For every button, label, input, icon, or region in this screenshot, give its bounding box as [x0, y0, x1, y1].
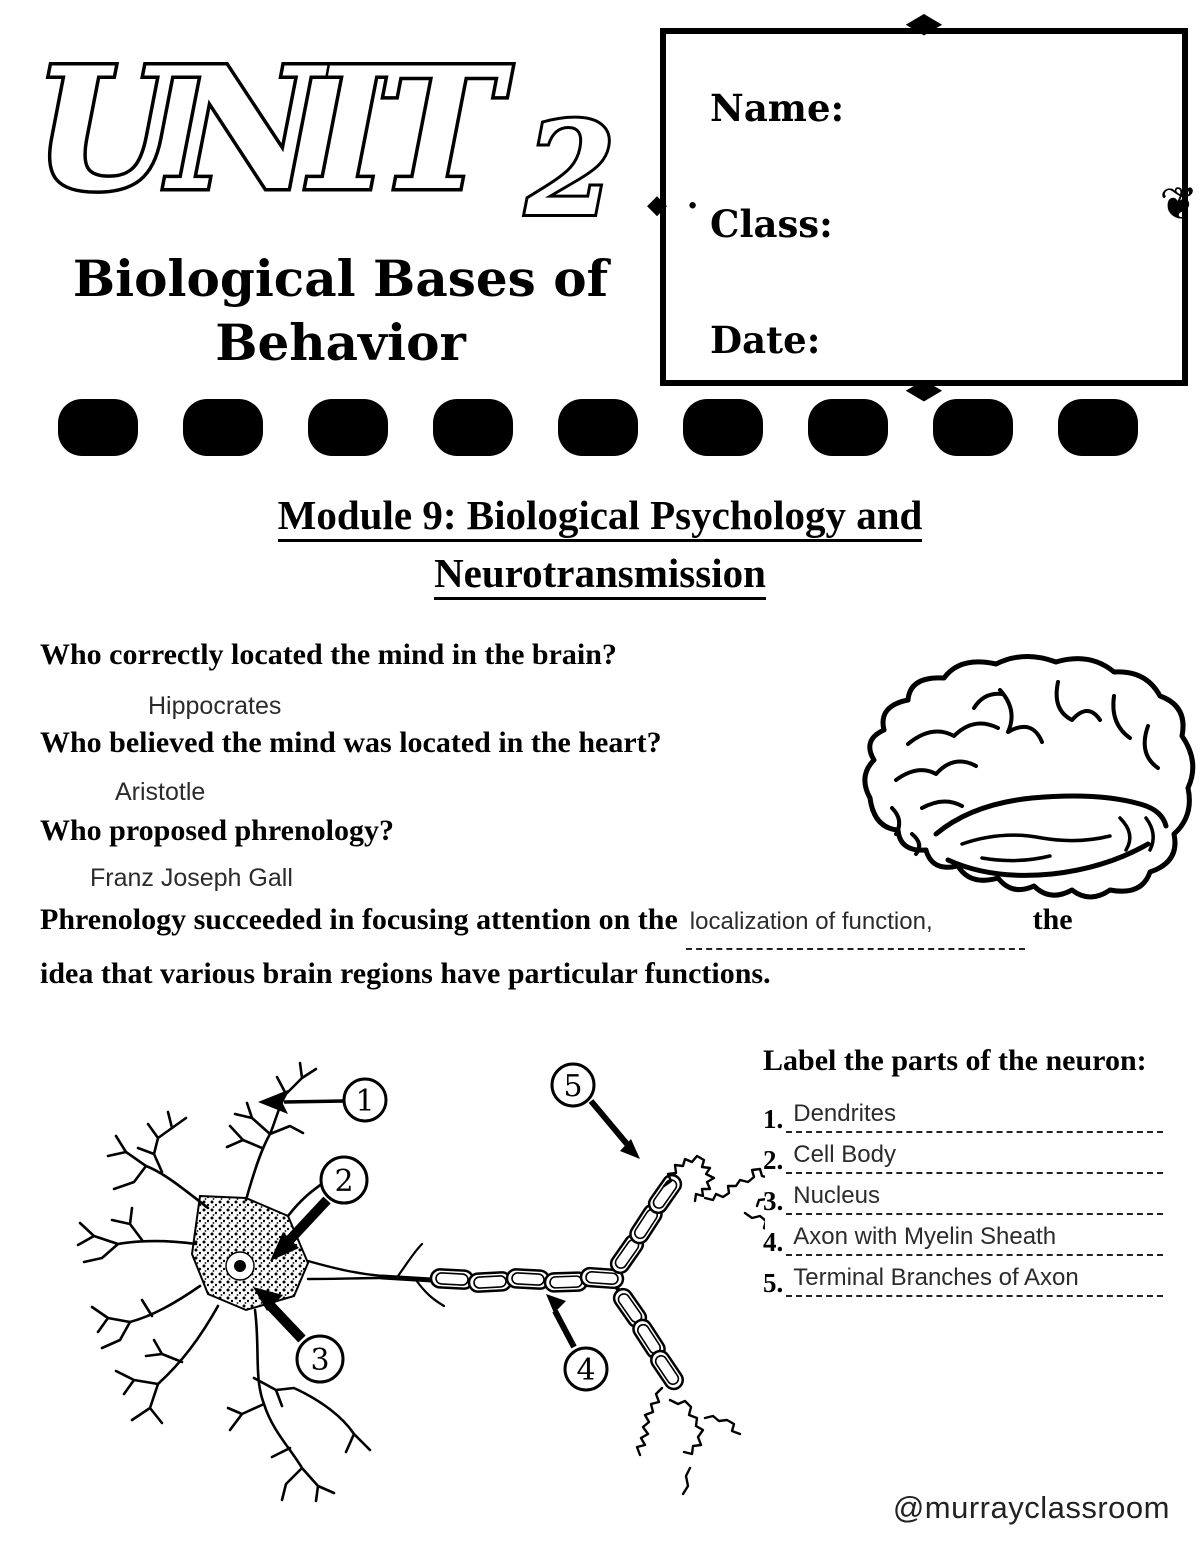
- instagram-handle: @murrayclassroom: [892, 1490, 1170, 1525]
- subtitle-line1: Biological Bases of: [72, 249, 609, 308]
- separator-pill: [558, 399, 638, 456]
- separator-pill: [933, 399, 1013, 456]
- unit-number: 2: [526, 95, 616, 241]
- module-title-line1: Module 9: Biological Psychology and: [278, 492, 923, 542]
- name-box: [647, 8, 1198, 405]
- item-answer: Axon with Myelin Sheath: [786, 1223, 1163, 1256]
- separator-pill: [1058, 399, 1138, 456]
- question-section: [40, 638, 850, 908]
- subtitle-line2: Behavior: [215, 313, 466, 372]
- diamond-bottom-icon: ◆: [905, 374, 943, 405]
- callout-3-number: 3: [310, 1343, 330, 1378]
- neuron-label-section: [763, 1044, 1163, 1297]
- callout-5: [552, 1064, 640, 1159]
- question-2: Who believed the mind was located in the heart?: [40, 726, 662, 759]
- callout-5-number: 5: [563, 1069, 583, 1104]
- module-title: [0, 486, 1200, 602]
- label-item-3: [763, 1174, 1163, 1215]
- label-item-2: [763, 1133, 1163, 1174]
- separator-pill: [433, 399, 513, 456]
- answer-3: Franz Joseph Gall: [90, 864, 293, 892]
- answer-1: Hippocrates: [148, 692, 282, 720]
- unit-header: [28, 36, 653, 375]
- brain-illustration: [852, 648, 1197, 910]
- item-number: 3.: [763, 1186, 784, 1216]
- separator-pill: [683, 399, 763, 456]
- date-label: Date:: [710, 318, 821, 362]
- fill-in-suffix: the: [1032, 903, 1073, 936]
- item-answer: Nucleus: [786, 1182, 1163, 1215]
- answer-2: Aristotle: [115, 778, 206, 806]
- pill-separator: [58, 399, 1138, 456]
- callout-2-number: 2: [334, 1164, 354, 1199]
- item-number: 2.: [763, 1145, 784, 1175]
- unit-word: UNIT: [34, 36, 490, 228]
- callout-3: [253, 1287, 343, 1382]
- callout-2: [270, 1157, 367, 1261]
- label-section-heading: Label the parts of the neuron:: [763, 1044, 1147, 1077]
- separator-pill: [308, 399, 388, 456]
- module-title-line2: Neurotransmission: [434, 550, 766, 600]
- item-number: 5.: [763, 1268, 784, 1298]
- unit-subtitle: [28, 247, 653, 375]
- item-answer: Terminal Branches of Axon: [786, 1264, 1163, 1297]
- fill-in-line2: idea that various brain regions have particular functions.: [40, 957, 771, 990]
- bullet-dot-icon: ●: [688, 197, 698, 214]
- class-label: Class:: [710, 202, 833, 246]
- callout-1-number: 1: [355, 1084, 375, 1119]
- diamond-left-icon: ◆: [647, 189, 667, 219]
- label-item-1: [763, 1092, 1163, 1133]
- unit-title: [28, 36, 653, 241]
- separator-pill: [808, 399, 888, 456]
- fill-in-sentence: [40, 896, 1170, 997]
- item-number: 4.: [763, 1227, 784, 1257]
- callout-4-number: 4: [576, 1353, 596, 1388]
- callout-4: [546, 1294, 607, 1390]
- question-1: Who correctly located the mind in the brain?: [40, 638, 617, 671]
- separator-pill: [58, 399, 138, 456]
- item-answer: Dendrites: [786, 1100, 1163, 1133]
- label-item-4: [763, 1215, 1163, 1256]
- label-item-5: [763, 1256, 1163, 1297]
- question-3: Who proposed phrenology?: [40, 814, 394, 847]
- diamond-top-icon: ◆: [905, 8, 943, 39]
- item-answer: Cell Body: [786, 1141, 1163, 1174]
- name-label: Name:: [710, 86, 845, 130]
- myelin-sheath: [431, 1172, 687, 1393]
- fleur-ornament-icon: ❦: [1159, 178, 1198, 230]
- nucleolus: [234, 1260, 246, 1272]
- neuron-diagram: [50, 1048, 765, 1518]
- fill-in-answer: localization of function,: [686, 898, 1025, 950]
- item-number: 1.: [763, 1104, 784, 1134]
- fill-in-line1: [40, 896, 1170, 950]
- fill-in-prefix: Phrenology succeeded in focusing attention on the: [40, 903, 678, 936]
- separator-pill: [183, 399, 263, 456]
